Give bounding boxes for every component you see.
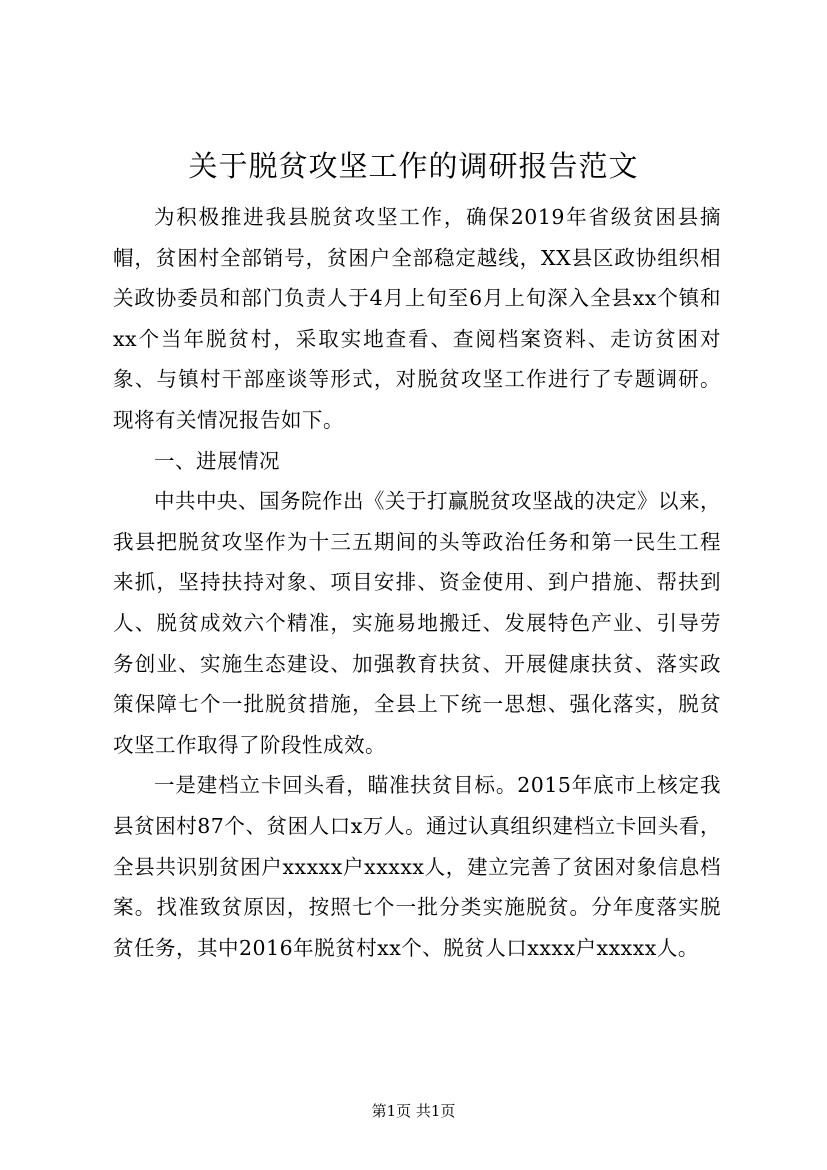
page-number-footer: 第1页 共1页: [371, 1102, 456, 1120]
document-body: [113, 197, 721, 968]
archive-paragraph: 一是建档立卡回头看，瞄准扶贫目标。2015年底市上核定我县贫困村87个、贫困人口x万人。通过认真组织建档立卡回头看，全县共识别贫困户xxxxx户xxxxx人，建立完善了贫困对象信息档案。找准致贫原因，按照七个一批分类实施脱贫。分年度落实脱贫任务，其中2016年脱贫村xx个、脱贫人口xxxx户xxxxx人。: [113, 773, 721, 960]
intro-paragraph: 为积极推进我县脱贫攻坚工作，确保2019年省级贫困县摘帽，贫困村全部销号，贫困户全部稳定越线，XX县区政协组织相关政协委员和部门负责人于4月上旬至6月上旬深入全县xx个镇和xx个当年脱贫村，采取实地查看、查阅档案资料、走访贫困对象、与镇村干部座谈等形式，对脱贫攻坚工作进行了专题调研。现将有关情况报告如下。: [113, 205, 721, 432]
document-title: 关于脱贫攻坚工作的调研报告范文: [188, 149, 639, 183]
section-heading-progress: 一、进展情况: [154, 448, 280, 473]
progress-paragraph: 中共中央、国务院作出《关于打赢脱贫攻坚战的决定》以来，我县把脱贫攻坚作为十三五期间的头等政治任务和第一民生工程来抓，坚持扶持对象、项目安排、资金使用、到户措施、帮扶到人、脱贫成效六个精准，实施易地搬迁、发展特色产业、引导劳务创业、实施生态建设、加强教育扶贫、开展健康扶贫、落实政策保障七个一批脱贫措施，全县上下统一思想、强化落实，脱贫攻坚工作取得了阶段性成效。: [113, 489, 721, 757]
